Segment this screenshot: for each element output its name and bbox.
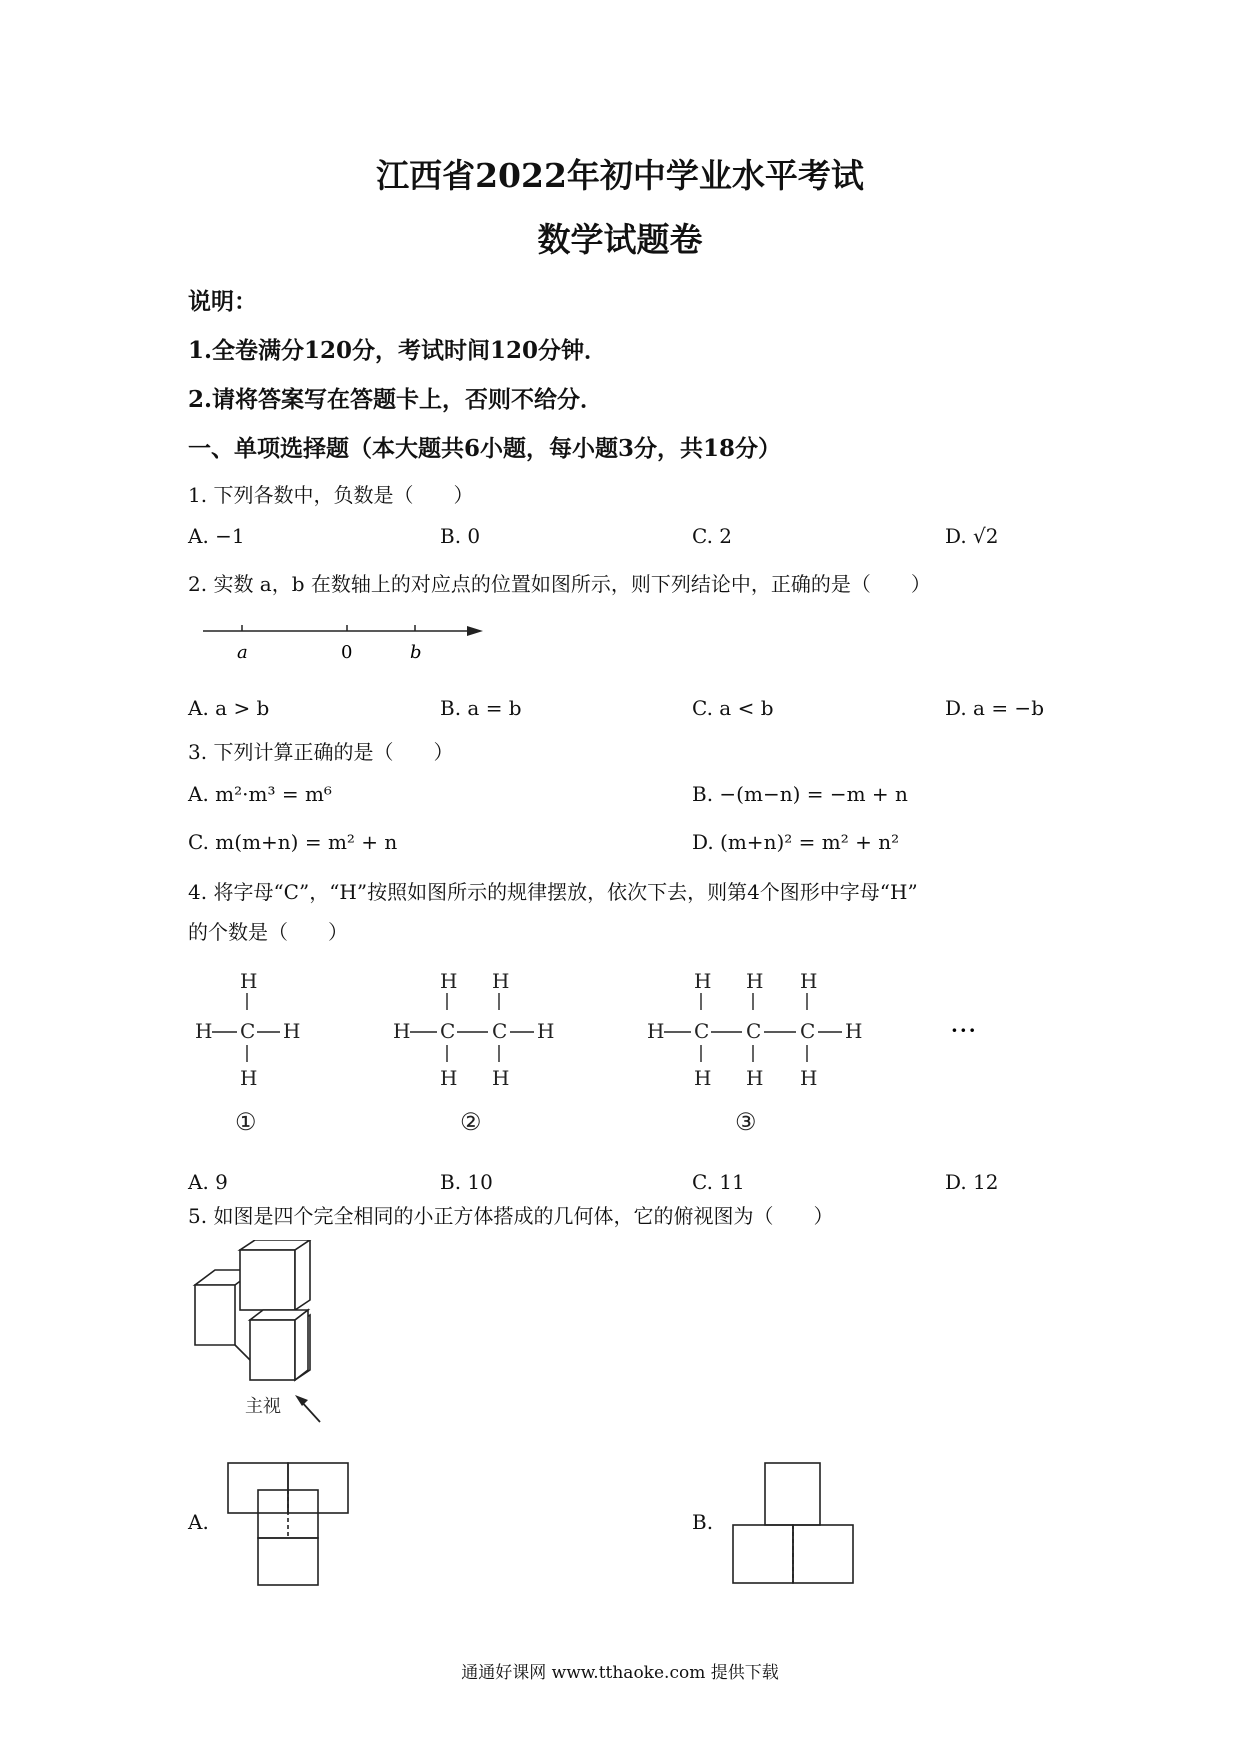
svg-text:H: H <box>440 969 458 993</box>
q2-option-a: A. a > b <box>188 696 270 720</box>
svg-text:C: C <box>746 1019 762 1043</box>
molecule-figure-1 <box>195 969 300 1136</box>
svg-text:C: C <box>240 1019 256 1043</box>
question-4-stem-line1: 4. 将字母“C”，“H”按照如图所示的规律摆放，依次下去，则第4个图形中字母“H” <box>188 880 918 904</box>
svg-text:H: H <box>283 1019 301 1043</box>
q2-option-b: B. a = b <box>440 696 522 720</box>
svg-text:H: H <box>800 1066 818 1090</box>
q4-option-d: D. 12 <box>945 1170 999 1194</box>
question-4-stem-line2: 的个数是（ ） <box>188 920 348 944</box>
svg-text:H: H <box>393 1019 411 1043</box>
figure-label-2: ② <box>460 1108 482 1136</box>
number-line-label-b: b <box>410 642 422 663</box>
q2-option-d: D. a = −b <box>945 696 1044 720</box>
svg-text:H: H <box>746 1066 764 1090</box>
q4-option-c: C. 11 <box>692 1170 745 1194</box>
q5-option-a-figure <box>225 1460 355 1590</box>
number-line-label-a: a <box>237 642 248 663</box>
number-line-arrow <box>467 626 483 636</box>
svg-text:H: H <box>440 1066 458 1090</box>
q3-option-c: C. m(m+n) = m² + n <box>188 830 398 854</box>
footer-text: 通通好课网 www.tthaoke.com 提供下载 <box>461 1663 779 1683</box>
figure-label-1: ① <box>235 1108 257 1136</box>
q2-option-c: C. a < b <box>692 696 774 720</box>
q4-option-a: A. 9 <box>188 1170 228 1194</box>
q1-option-d: D. √2 <box>945 524 999 548</box>
question-1-stem: 1. 下列各数中，负数是（ ） <box>188 483 474 507</box>
figure-label-3: ③ <box>735 1108 757 1136</box>
svg-text:H: H <box>195 1019 213 1043</box>
question-3-stem: 3. 下列计算正确的是（ ） <box>188 740 454 764</box>
q1-option-c: C. 2 <box>692 524 733 548</box>
number-line-label-zero: 0 <box>341 642 353 663</box>
question-2-stem: 2. 实数 a，b 在数轴上的对应点的位置如图所示，则下列结论中，正确的是（ ） <box>188 572 931 596</box>
page-title: 江西省2022年初中学业水平考试 <box>376 156 864 195</box>
q3-option-b: B. −(m−n) = −m + n <box>692 782 908 806</box>
molecule-figure-3 <box>647 969 862 1136</box>
svg-text:H: H <box>492 1066 510 1090</box>
svg-text:H: H <box>537 1019 555 1043</box>
molecule-figure-2 <box>393 969 554 1136</box>
number-line-figure <box>195 610 495 675</box>
svg-text:H: H <box>240 1066 258 1090</box>
svg-text:C: C <box>800 1019 816 1043</box>
svg-text:H: H <box>800 969 818 993</box>
ellipsis: ··· <box>950 1014 977 1047</box>
svg-text:C: C <box>492 1019 508 1043</box>
front-view-label: 主视 <box>245 1396 281 1417</box>
q3-option-d: D. (m+n)² = m² + n² <box>692 830 900 854</box>
svg-text:H: H <box>694 1066 712 1090</box>
instructions-heading: 说明： <box>188 288 257 315</box>
q1-option-a: A. −1 <box>188 524 245 548</box>
instruction-1: 1.全卷满分120分，考试时间120分钟． <box>188 337 608 364</box>
question-5-stem: 5. 如图是四个完全相同的小正方体搭成的几何体，它的俯视图为（ ） <box>188 1204 834 1228</box>
q5-option-b-figure <box>730 1460 860 1590</box>
section-heading: 一、单项选择题（本大题共6小题，每小题3分，共18分） <box>188 435 782 462</box>
svg-text:H: H <box>492 969 510 993</box>
svg-text:H: H <box>240 969 258 993</box>
svg-text:C: C <box>694 1019 710 1043</box>
cube-solid-figure <box>190 1240 350 1425</box>
instruction-2: 2.请将答案写在答题卡上，否则不给分． <box>188 386 604 413</box>
svg-text:H: H <box>845 1019 863 1043</box>
q4-option-b: B. 10 <box>440 1170 493 1194</box>
svg-text:C: C <box>440 1019 456 1043</box>
molecule-figures <box>190 965 1050 1140</box>
svg-text:H: H <box>746 969 764 993</box>
svg-text:H: H <box>647 1019 665 1043</box>
q5-option-a: A. <box>188 1510 209 1534</box>
q3-option-a: A. m²·m³ = m⁶ <box>188 782 332 806</box>
q5-option-b: B. <box>692 1510 714 1534</box>
page-subtitle: 数学试题卷 <box>537 220 703 259</box>
svg-text:H: H <box>694 969 712 993</box>
q1-option-b: B. 0 <box>440 524 481 548</box>
